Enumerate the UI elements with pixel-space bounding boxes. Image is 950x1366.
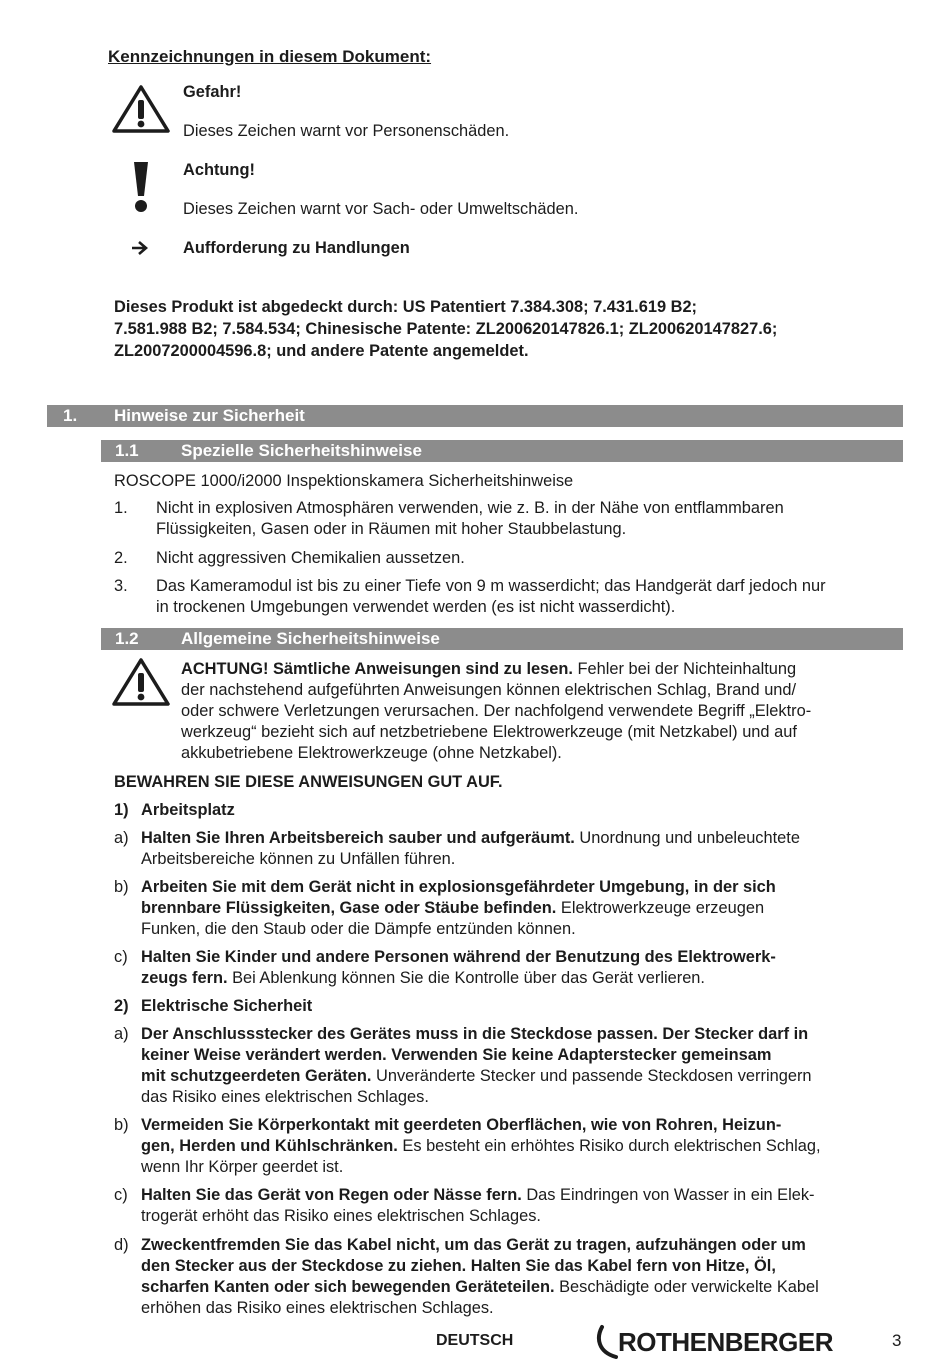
section-heading — [47, 405, 903, 427]
patent-line: ZL2007200004596.8; und andere Patente angemeldet. — [114, 342, 529, 360]
warning-triangle-icon — [111, 84, 171, 134]
subheading: 2) Elektrische Sicherheit — [114, 997, 313, 1015]
list-item: 2. Nicht aggressiven Chemikalien aussetzen. — [114, 549, 465, 567]
legend-title: Kennzeichnungen in diesem Dokument: — [108, 47, 432, 66]
brand-logo: ROTHENBERGER — [596, 1324, 833, 1360]
subsection-number: 1.1 — [115, 441, 139, 460]
danger-title: Gefahr! — [183, 83, 242, 101]
page-number: 3 — [892, 1331, 902, 1350]
patent-line: 7.581.988 B2; 7.584.534; Chinesische Patente: ZL200620147826.1; ZL200620147827.6; — [114, 320, 778, 338]
section-number: 1. — [63, 406, 78, 425]
subsection-heading — [101, 628, 903, 650]
warning-paragraph: ACHTUNG! Sämtliche Anweisungen sind zu lesen. Fehler bei der Nichteinhaltung der nachstehend aufgeführten Anweisungen können elektrischen Schlag, Brand und/ oder schwere Verletzungen verursachen. Der nachfolgend verwendete Begriff „Elektro- werkzeug“ bezieht sich auf netzbetriebene Elektrowerkzeuge (mit Netzkabel) und auf akkubetriebene Elektrowerkzeuge (ohne Netzkabel). — [181, 660, 812, 762]
list-item: a) Halten Sie Ihren Arbeitsbereich sauber und aufgeräumt. Unordnung und unbeleuchtete Arbeitsbereiche können zu Unfällen führen. — [114, 829, 800, 868]
list-item: b) Vermeiden Sie Körperkontakt mit geerdeten Oberflächen, wie von Rohren, Heizun- gen, Herden und Kühlschränken. Es besteht ein erhöhtes Risiko durch elektrischen Schlag, wenn Ihr Körper geerdet ist. — [114, 1116, 821, 1176]
list-item: d) Zweckentfremden Sie das Kabel nicht, um das Gerät zu tragen, aufzuhängen oder um den Stecker aus der Steckdose zu ziehen. Halten Sie das Kabel fern von Hitze, Öl, scharfen Kanten oder sich bewegenden Geräteteilen. Beschädigte oder verwickelte Kabel erhöhen das Risiko eines elektrischen Schlages. — [114, 1236, 819, 1317]
footer-language: DEUTSCH — [436, 1332, 514, 1349]
danger-text: Dieses Zeichen warnt vor Personenschäden. — [183, 122, 510, 140]
intro-text: ROSCOPE 1000/i2000 Inspektionskamera Sicherheitshinweise — [114, 472, 574, 490]
subsection-heading — [101, 440, 903, 462]
subsection-title: Allgemeine Sicherheitshinweise — [181, 629, 440, 648]
keep-instructions: BEWAHREN SIE DIESE ANWEISUNGEN GUT AUF. — [114, 773, 503, 791]
subsection-number: 1.2 — [115, 629, 139, 648]
list-item: c) Halten Sie das Gerät von Regen oder Nässe fern. Das Eindringen von Wasser in ein Elek- trogerät erhöht das Risiko eines elektrischen Schlages. — [114, 1186, 815, 1225]
arrow-right-icon — [131, 240, 149, 256]
subheading: 1) Arbeitsplatz — [114, 801, 235, 819]
list-item: 1. Nicht in explosiven Atmosphären verwenden, wie z. B. in der Nähe von entflammbaren Flüssigkeiten, Gasen oder in Räumen mit hoher Staubbelastung. — [114, 499, 784, 538]
list-item: a) Der Anschlussstecker des Gerätes muss in die Steckdose passen. Der Stecker darf in keiner Weise verändert werden. Verwenden Sie keine Adapterstecker gemeinsam mit schutzgeerdeten Geräten. Unveränderte Stecker und passende Steckdosen verringern das Risiko eines elektrischen Schlages. — [114, 1025, 812, 1106]
warning-triangle-icon — [111, 657, 171, 707]
patent-line: Dieses Produkt ist abgedeckt durch: US Patentiert 7.384.308; 7.431.619 B2; — [114, 298, 698, 316]
caution-title: Achtung! — [183, 161, 255, 179]
caution-text: Dieses Zeichen warnt vor Sach- oder Umweltschäden. — [183, 200, 579, 218]
section-title: Hinweise zur Sicherheit — [114, 406, 305, 425]
exclamation-icon — [131, 160, 151, 214]
list-item: b) Arbeiten Sie mit dem Gerät nicht in explosionsgefährdeter Umgebung, in der sich brennbare Flüssigkeiten, Gase oder Stäube befinden. Elektrowerkzeuge erzeugen Funken, die den Staub oder die Dämpfe entzünden können. — [114, 878, 776, 938]
list-item: c) Halten Sie Kinder und andere Personen während der Benutzung des Elektrowerk- zeugs fern. Bei Ablenkung können Sie die Kontrolle über das Gerät verlieren. — [114, 948, 776, 987]
action-text: Aufforderung zu Handlungen — [183, 239, 410, 257]
list-item: 3. Das Kameramodul ist bis zu einer Tiefe von 9 m wasserdicht; das Handgerät darf jedoch nur in trockenen Umgebungen verwendet werden (es ist nicht wasserdicht). — [114, 577, 826, 616]
subsection-title: Spezielle Sicherheitshinweise — [181, 441, 422, 460]
